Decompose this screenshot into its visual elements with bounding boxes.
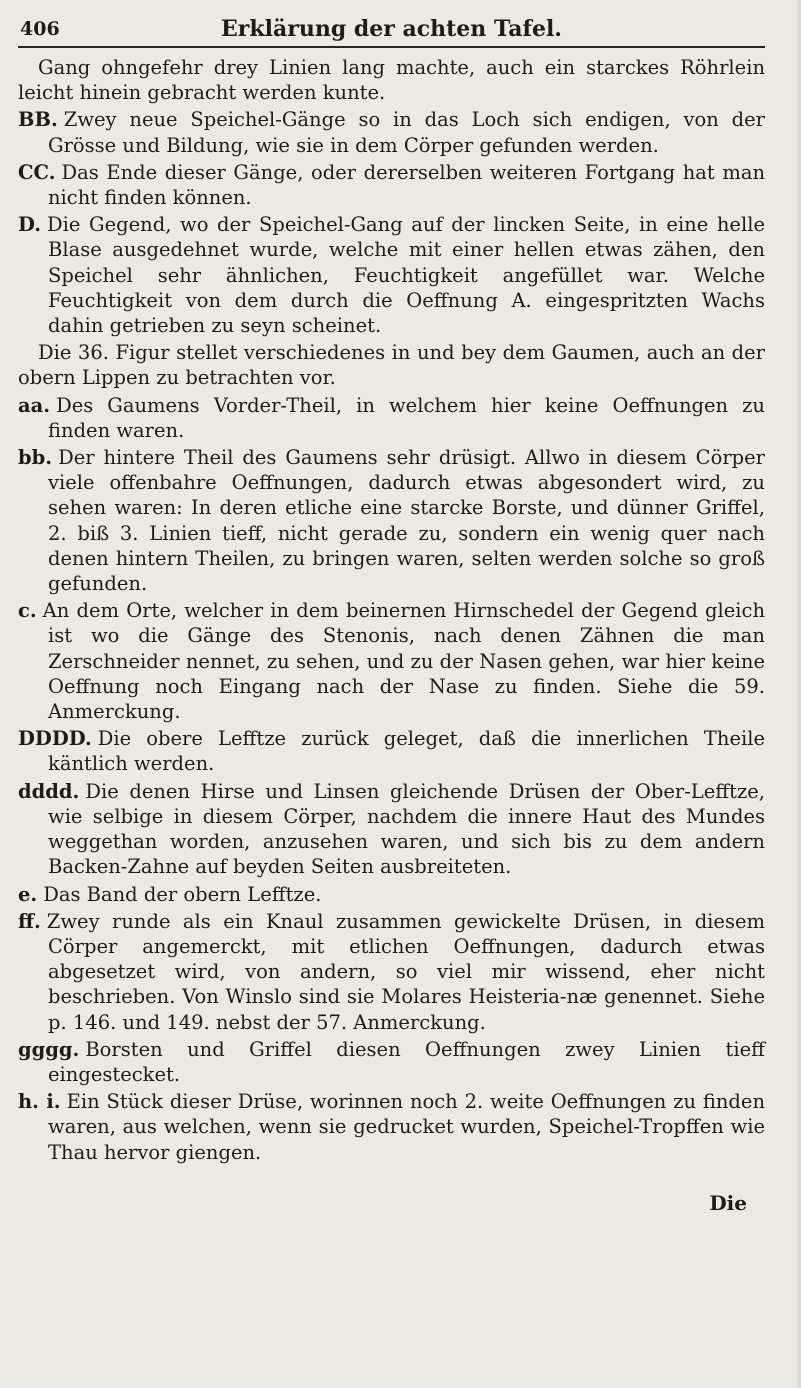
entry-text: Die obere Lefftze zurück geleget, daß die innerlichen Theile käntlich werden. (48, 727, 765, 776)
running-title: Erklärung der achten Tafel. (221, 16, 562, 42)
entry-text: Der hintere Theil des Gaumens sehr drüsigt. Allwo in diesem Cörper viele offenbahre Oeffnungen, dadurch etwas abgesondert wird, zu sehen waren: In deren etliche eine starcke Borste, und dünner Griffel, 2. biß 3. Linien tieff, nicht gerade zu, sondern ein wenig quer nach denen hintern Theilen, zu bringen waren, selten werden solche so groß gefunden. (48, 446, 765, 596)
page-body (18, 55, 765, 1215)
entry-text: Das Band der obern Lefftze. (43, 882, 322, 906)
legend-entry-c (18, 598, 765, 724)
legend-entry-aa (18, 393, 765, 443)
legend-entry-dddd-upper (18, 726, 765, 776)
legend-entry-d (18, 212, 765, 338)
entry-text: Zwey runde als ein Knaul zusammen gewickelte Drüsen, in diesem Cörper angemerckt, mit etlichen Oeffnungen, dadurch etwas abgesetzet wird, von andern, so viel mir wissend, eher nicht beschrieben. Von Winslo sind sie Molares Heisteria-næ genennet. Siehe p. 146. und 149. nebst der 57. Anmerckung. (46, 909, 765, 1034)
entry-label: e. (18, 882, 38, 906)
legend-entry-cc (18, 160, 765, 210)
legend-entry-e (18, 882, 765, 907)
legend-entry-hi (18, 1089, 765, 1165)
entry-label: aa. (18, 393, 51, 417)
entry-text: Zwey neue Speichel-Gänge so in das Loch sich endigen, von der Grösse und Bildung, wie sie in dem Cörper gefunden werden. (48, 108, 765, 157)
entry-label: bb. (18, 446, 53, 470)
paragraph-text: Gang ohngefehr drey Linien lang machte, auch ein starckes Röhrlein leicht hinein gebracht werden kunte. (18, 56, 765, 105)
entry-label: gggg. (18, 1037, 80, 1061)
legend-entry-ff (18, 909, 765, 1035)
entry-label: c. (18, 599, 37, 623)
page-header (18, 14, 765, 48)
entry-label: DDDD. (18, 727, 92, 751)
catchword: Die (709, 1190, 747, 1215)
entry-text: Das Ende dieser Gänge, oder dererselben weiteren Fortgang hat man nicht finden können. (48, 160, 765, 210)
paragraph-text: Die 36. Figur stellet verschiedenes in und bey dem Gaumen, auch an der obern Lippen zu betrachten vor. (18, 341, 765, 390)
paragraph-continuation (18, 55, 765, 105)
legend-entry-bb-lower (18, 445, 765, 596)
page-edge-shadow (795, 0, 801, 1388)
entry-text: Borsten und Griffel diesen Oeffnungen zwey Linien tieff eingestecket. (48, 1037, 765, 1086)
entry-text: Die denen Hirse und Linsen gleichende Drüsen der Ober-Lefftze, wie selbige in diesem Cörper, nachdem die innere Haut des Mundes weggethan worden, anzusehen waren, und sich bis zu dem andern Backen-Zahne auf beyden Seiten ausbreiteten. (48, 779, 765, 879)
entry-label: CC. (18, 160, 56, 184)
entry-label: ff. (18, 909, 41, 933)
entry-label: D. (18, 213, 42, 237)
entry-label: h. i. (18, 1090, 61, 1114)
page-number: 406 (20, 18, 60, 40)
legend-entry-dddd-lower (18, 779, 765, 880)
entry-text: Ein Stück dieser Drüse, worinnen noch 2. weite Oeffnungen zu finden waren, aus welchen, wenn sie gedrucket wurden, Speichel-Tropffen wie Thau hervor giengen. (48, 1090, 766, 1164)
entry-label: BB. (18, 108, 58, 132)
entry-text: Des Gaumens Vorder-Theil, in welchem hier keine Oeffnungen zu finden waren. (48, 393, 765, 442)
legend-entry-bb (18, 107, 765, 157)
legend-entry-gggg (18, 1037, 765, 1087)
entry-label: dddd. (18, 779, 80, 803)
entry-text: An dem Orte, welcher in dem beinernen Hirnschedel der Gegend gleich ist wo die Gänge des Stenonis, nach denen Zähnen die man Zerschneider nennet, zu sehen, und zu der Nasen gehen, war hier keine Oeffnung noch Eingang nach der Nase zu finden. Siehe die 59. Anmerckung. (42, 599, 765, 724)
figure-intro (18, 340, 765, 390)
entry-text: Die Gegend, wo der Speichel-Gang auf der lincken Seite, in eine helle Blase ausgedehnet wurde, welche mit einer hellen etwas zähen, den Speichel sehr ähnlichen, Feuchtigkeit angefüllet war. Welche Feuchtigkeit von dem durch die Oeffnung A. eingespritzten Wachs dahin getrieben zu seyn scheinet. (47, 213, 765, 338)
